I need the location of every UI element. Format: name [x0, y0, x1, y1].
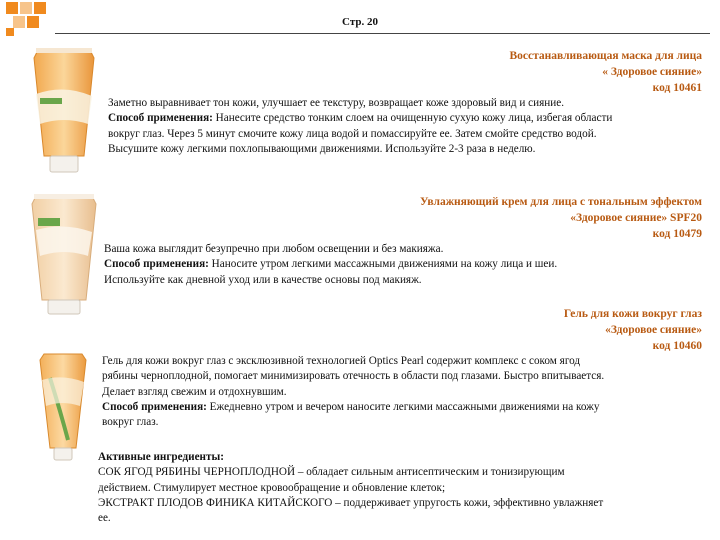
- product-title-mask: Восстанавливающая маска для лица « Здоровое сияние» код 10461: [509, 50, 702, 94]
- beige-tube-icon: [26, 186, 102, 316]
- ingredients-heading: Активные ингредиенты:: [98, 451, 224, 463]
- product-title-cream: Увлажняющий крем для лица с тональным эффектом «Здоровое сияние» SPF20 код 10479: [419, 196, 702, 240]
- header-divider: [55, 33, 710, 34]
- ingredients-section: Активные ингредиенты: СОК ЯГОД РЯБИНЫ ЧЕРНОПЛОДНОЙ – обладает сильным антисептическим и тонизирующим действием. Стимулирует местное кровообращение и обновление клеток; ЭКСТРАКТ ПЛОДОВ ФИНИКА КИТАЙСКОГО – поддерживает упругость кожи, эффективно увлажняет ее.: [98, 450, 710, 526]
- eye-gel-tube-icon: [34, 350, 92, 462]
- page-number: Стр. 20: [342, 16, 378, 28]
- orange-tube-icon: [28, 44, 100, 174]
- product-title-eye-gel: Гель для кожи вокруг глаз «Здоровое сияние» код 10460: [563, 308, 702, 352]
- product-description-mask: Заметно выравнивает тон кожи, улучшает ее текстуру, возвращает коже здоровый вид и сияние. Способ применения: Нанесите средство тонким слоем на очищенную сухую кожу лица, избегая области вокруг глаз. Через 5 минут смочите кожу лица водой и помассируйте ее. Затем смойте средство водой. Высушите кожу легкими похлопывающими движениями. Используйте 2-3 раза в неделю.: [108, 97, 613, 155]
- product-description-cream: Ваша кожа выглядит безупречно при любом освещении и без макияжа. Способ применения: Наносите утром легкими массажными движениями на кожу лица и шеи. Используйте как дневной уход или в качестве основы под макияж.: [104, 243, 558, 286]
- product-description-eye-gel: Гель для кожи вокруг глаз с эксклюзивной технологией Optics Pearl содержит комплекс с соком ягод рябины черноплодной, помогает минимизировать отечность в области под глазами. Быстро впитывается. Делает взгляд свежим и отдохнувшим. Способ применения: Ежедневно утром и вечером наносите легкими массажными движениями на кожу вокруг глаз.: [102, 355, 605, 429]
